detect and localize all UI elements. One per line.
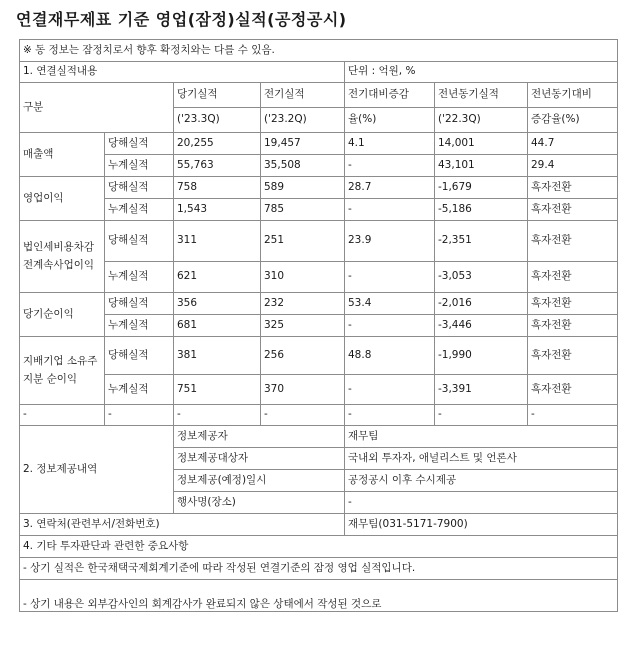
yoy-rate-header: 전년동기대비 — [528, 83, 618, 108]
info-label: 정보제공자 — [174, 426, 345, 448]
table-cell: 흑자전환 — [528, 315, 618, 337]
table-cell: 흑자전환 — [528, 199, 618, 221]
qoq-header: 전기대비증감 — [345, 83, 435, 108]
table-cell: -3,053 — [435, 262, 528, 293]
table-cell: 310 — [261, 262, 345, 293]
row-name: 지배기업 소유주지분 순이익 — [20, 337, 105, 405]
table-cell: 356 — [174, 293, 261, 315]
table-cell: -3,391 — [435, 375, 528, 405]
table-cell: -1,990 — [435, 337, 528, 375]
table-cell: 흑자전환 — [528, 375, 618, 405]
table-cell: - — [345, 199, 435, 221]
table-cell: 20,255 — [174, 133, 261, 155]
table-cell: -1,679 — [435, 177, 528, 199]
table-cell: - — [345, 405, 435, 426]
table-cell: - — [528, 405, 618, 426]
section3-label: 3. 연락처(관련부서/전화번호) — [20, 514, 345, 536]
unit-label: 단위 : 억원, % — [345, 62, 618, 83]
period-label: 누계실적 — [105, 375, 174, 405]
table-cell: 28.7 — [345, 177, 435, 199]
table-cell: 311 — [174, 221, 261, 262]
table-cell: 370 — [261, 375, 345, 405]
table-cell: 251 — [261, 221, 345, 262]
table-cell: - — [435, 405, 528, 426]
table-cell: 381 — [174, 337, 261, 375]
period-label: 누계실적 — [105, 199, 174, 221]
table-cell: 흑자전환 — [528, 337, 618, 375]
row-name: 영업이익 — [20, 177, 105, 221]
period-label: 당해실적 — [105, 221, 174, 262]
note-line: - 상기 내용은 외부감사인의 회계감사가 완료되지 않은 상태에서 작성된 것으로 — [20, 580, 618, 612]
section1-label: 1. 연결실적내용 — [20, 62, 345, 83]
row-name: 매출액 — [20, 133, 105, 177]
table-cell: 44.7 — [528, 133, 618, 155]
table-cell: 785 — [261, 199, 345, 221]
notice-text: ※ 동 정보는 잠정치로서 향후 확정치와는 다를 수 있음. — [20, 40, 618, 62]
table-cell: -5,186 — [435, 199, 528, 221]
info-value: 공정공시 이후 수시제공 — [345, 470, 618, 492]
period-label: 누계실적 — [105, 155, 174, 177]
table-cell: -3,446 — [435, 315, 528, 337]
table-cell: 흑자전환 — [528, 293, 618, 315]
table-cell: 751 — [174, 375, 261, 405]
info-label: 정보제공(예정)일시 — [174, 470, 345, 492]
table-cell: - — [174, 405, 261, 426]
period-label: 누계실적 — [105, 315, 174, 337]
contact-value: 재무팀(031-5171-7900) — [345, 514, 618, 536]
table-cell: 758 — [174, 177, 261, 199]
table-cell: 4.1 — [345, 133, 435, 155]
table-cell: 256 — [261, 337, 345, 375]
info-value: 재무팀 — [345, 426, 618, 448]
qoq-header-unit: 율(%) — [345, 108, 435, 133]
yoy-period-header: ('22.3Q) — [435, 108, 528, 133]
period-label: 누계실적 — [105, 262, 174, 293]
period-label: 당해실적 — [105, 133, 174, 155]
table-cell: - — [20, 405, 105, 426]
table-cell: 48.8 — [345, 337, 435, 375]
row-name: 당기순이익 — [20, 293, 105, 337]
table-cell: 681 — [174, 315, 261, 337]
table-cell: 232 — [261, 293, 345, 315]
table-cell: 1,543 — [174, 199, 261, 221]
table-cell: 흑자전환 — [528, 177, 618, 199]
table-cell: - — [105, 405, 174, 426]
note-line: - 상기 실적은 한국채택국제회계기준에 따라 작성된 연결기준의 잠정 영업 실적입니다. — [20, 558, 618, 580]
period-label: 당해실적 — [105, 293, 174, 315]
table-cell: 55,763 — [174, 155, 261, 177]
table-cell: 23.9 — [345, 221, 435, 262]
yoy-rate-header-unit: 증감율(%) — [528, 108, 618, 133]
yoy-header: 전년동기실적 — [435, 83, 528, 108]
table-cell: -2,351 — [435, 221, 528, 262]
table-cell: -2,016 — [435, 293, 528, 315]
row-name: 법인세비용차감전계속사업이익 — [20, 221, 105, 293]
current-period-header: ('23.3Q) — [174, 108, 261, 133]
info-value: 국내외 투자자, 애널리스트 및 언론사 — [345, 448, 618, 470]
table-cell: - — [345, 155, 435, 177]
info-label: 정보제공대상자 — [174, 448, 345, 470]
earnings-disclosure-table — [19, 39, 618, 612]
table-cell: - — [345, 375, 435, 405]
table-cell: 19,457 — [261, 133, 345, 155]
table-cell: - — [345, 315, 435, 337]
table-cell: 흑자전환 — [528, 262, 618, 293]
table-cell: 29.4 — [528, 155, 618, 177]
table-cell: 14,001 — [435, 133, 528, 155]
table-cell: 흑자전환 — [528, 221, 618, 262]
table-cell: 589 — [261, 177, 345, 199]
current-header: 당기실적 — [174, 83, 261, 108]
period-label: 당해실적 — [105, 177, 174, 199]
table-cell: 621 — [174, 262, 261, 293]
section2-label: 2. 정보제공내역 — [20, 426, 174, 514]
category-header: 구분 — [20, 83, 174, 133]
info-value: - — [345, 492, 618, 514]
previous-header: 전기실적 — [261, 83, 345, 108]
table-cell: - — [345, 262, 435, 293]
table-cell: 43,101 — [435, 155, 528, 177]
table-cell: 35,508 — [261, 155, 345, 177]
info-label: 행사명(장소) — [174, 492, 345, 514]
previous-period-header: ('23.2Q) — [261, 108, 345, 133]
period-label: 당해실적 — [105, 337, 174, 375]
table-cell: 325 — [261, 315, 345, 337]
table-cell: - — [261, 405, 345, 426]
page-title: 연결재무제표 기준 영업(잠정)실적(공정공시) — [16, 10, 347, 29]
table-cell: 53.4 — [345, 293, 435, 315]
section4-label: 4. 기타 투자판단과 관련한 중요사항 — [20, 536, 618, 558]
